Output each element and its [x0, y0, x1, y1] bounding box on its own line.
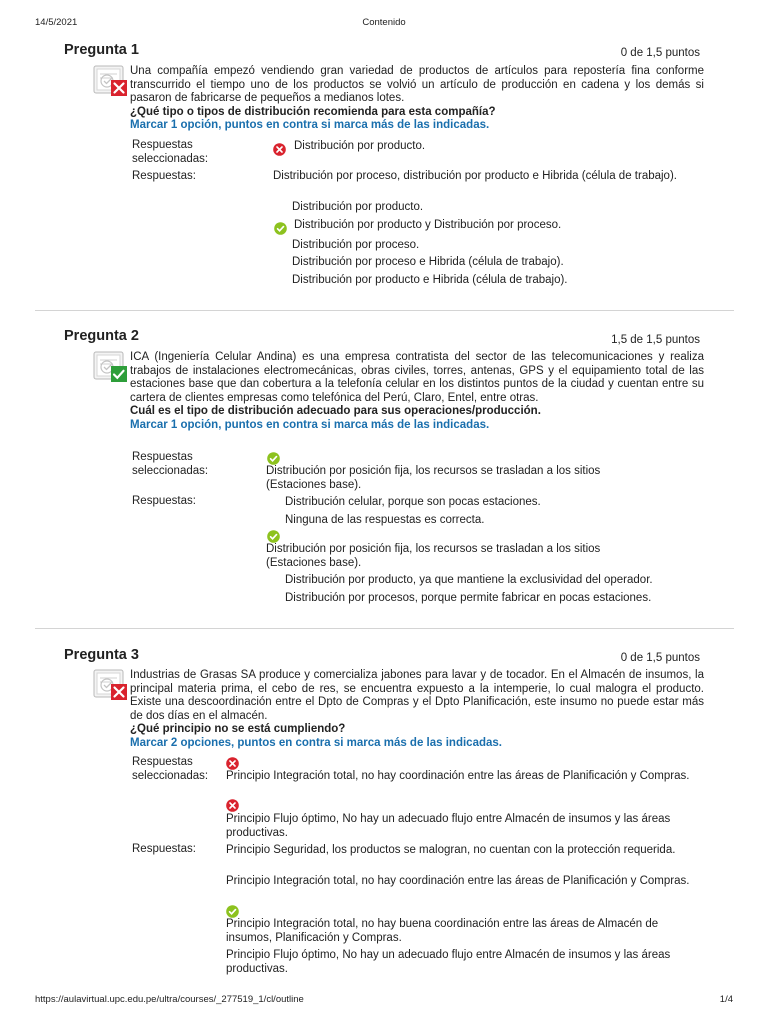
selected-answers-label: Respuestas seleccionadas: [132, 756, 209, 782]
question-title: Pregunta 1 [64, 42, 139, 58]
question-text [130, 669, 704, 750]
selected-answer: Principio Integración total, no hay coordinación entre las áreas de Planificación y Compras. [226, 770, 690, 782]
answer-option: Distribución por procesos, porque permite fabricar en pocas estaciones. [285, 592, 652, 604]
selected-answer: Distribución por posición fija, los recursos se trasladan a los sitios (Estaciones base). [266, 465, 601, 491]
question-prompt: ¿Qué tipo o tipos de distribución recomienda para esta compañía? [130, 105, 496, 118]
answer-option: Distribución por proceso, distribución por producto e Hibrida (célula de trabajo). [273, 170, 677, 182]
selected-answer: Distribución por producto. [294, 140, 426, 152]
correct-result-icon [93, 351, 128, 383]
question-statement: ICA (Ingeniería Celular Andina) es una empresa contratista del sector de las telecomunicaciones y realiza trabajos de instalaciones electromecánicas, obras civiles, torres, antenas, GPS y el equipamiento total de las estaciones base que dan cobertura a la telefonía celular en los distintos puntos de la ciudad y cuentan entre su cartera de clientes empresas como telefónica del Perú, Claro, Entel, entre otras. [130, 351, 704, 404]
answer-option: Distribución por proceso. [292, 239, 420, 251]
incorrect-result-icon [93, 669, 128, 701]
question-instruction: Marcar 1 opción, puntos en contra si marca más de las indicadas. [130, 418, 490, 431]
question-text [130, 351, 704, 432]
question-text [130, 65, 704, 133]
correct-icon [274, 222, 287, 235]
answer-option-correct: Principio Integración total, no hay buena coordinación entre las áreas de Almacén de insumos, Planificación y Compras. [226, 918, 659, 944]
question-prompt: Cuál es el tipo de distribución adecuado para sus operaciones/producción. [130, 405, 541, 417]
question-title: Pregunta 3 [64, 647, 139, 663]
answers-label: Respuestas: [132, 495, 196, 507]
answer-option: Distribución celular, porque son pocas estaciones. [285, 496, 541, 508]
question-points: 1,5 de 1,5 puntos [611, 334, 700, 346]
section-divider [35, 628, 734, 629]
page-number: 1/4 [719, 994, 733, 1005]
question-points: 0 de 1,5 puntos [620, 47, 700, 59]
answer-option: Principio Seguridad, los productos se malogran, no cuentan con la protección requerida. [226, 844, 676, 856]
selected-answers-label: Respuestas seleccionadas: [132, 451, 209, 477]
selected-answers-label: Respuestas seleccionadas: [132, 139, 209, 165]
answer-option: Distribución por producto. [292, 201, 424, 213]
answers-label: Respuestas: [132, 843, 196, 855]
question-statement: Industrias de Grasas SA produce y comercializa jabones para lavar y de tocador. En el Almacén de insumos, la principal materia prima, el cebo de res, se encuentra expuesto a la intemperie, lo cual malogra el producto. Existe una descoordinación entre el Dpto de Compras y el Dpto Planificación, este insumo no puede estar más de dos días en el almacén. [130, 669, 704, 722]
incorrect-result-icon [93, 65, 128, 97]
question-statement: Una compañía empezó vendiendo gran variedad de productos de artículos para repostería fina conforme transcurrido el tiempo uno de los productos se volvió un artículo de producción en cadena y los demás si pasaron de fabricarse de pequeños a medianos lotes. [130, 65, 704, 104]
selected-answer: Principio Flujo óptimo, No hay un adecuado flujo entre Almacén de insumos y las áreas productivas. [226, 813, 671, 839]
answer-option: Distribución por producto e Hibrida (célula de trabajo). [292, 274, 568, 286]
page-url: https://aulavirtual.upc.edu.pe/ultra/courses/_277519_1/cl/outline [35, 994, 304, 1005]
answer-option: Distribución por proceso e Hibrida (célula de trabajo). [292, 256, 564, 268]
question-title: Pregunta 2 [64, 328, 139, 344]
incorrect-icon [273, 143, 286, 156]
answers-label: Respuestas: [132, 170, 196, 182]
print-date: 14/5/2021 [35, 17, 78, 28]
print-header [0, 17, 768, 31]
print-title: Contenido [362, 17, 406, 28]
incorrect-icon [226, 799, 239, 812]
answer-option: Principio Flujo óptimo, No hay un adecuado flujo entre Almacén de insumos y las áreas productivas. [226, 949, 671, 975]
answer-option: Distribución por producto, ya que mantiene la exclusividad del operador. [285, 574, 653, 586]
answer-option: Ninguna de las respuestas es correcta. [285, 514, 485, 526]
question-instruction: Marcar 1 opción, puntos en contra si marca más de las indicadas. [130, 119, 490, 131]
answer-option-correct: Distribución por posición fija, los recursos se trasladan a los sitios (Estaciones base). [266, 543, 601, 569]
question-points: 0 de 1,5 puntos [620, 652, 700, 664]
question-prompt: ¿Qué principio no se está cumpliendo? [130, 723, 346, 735]
section-divider [35, 310, 734, 311]
print-footer [0, 994, 768, 1008]
question-instruction: Marcar 2 opciones, puntos en contra si marca más de las indicadas. [130, 736, 502, 749]
answer-option: Principio Integración total, no hay coordinación entre las áreas de Planificación y Compras. [226, 875, 690, 887]
answer-option-correct: Distribución por producto y Distribución por proceso. [294, 219, 562, 231]
